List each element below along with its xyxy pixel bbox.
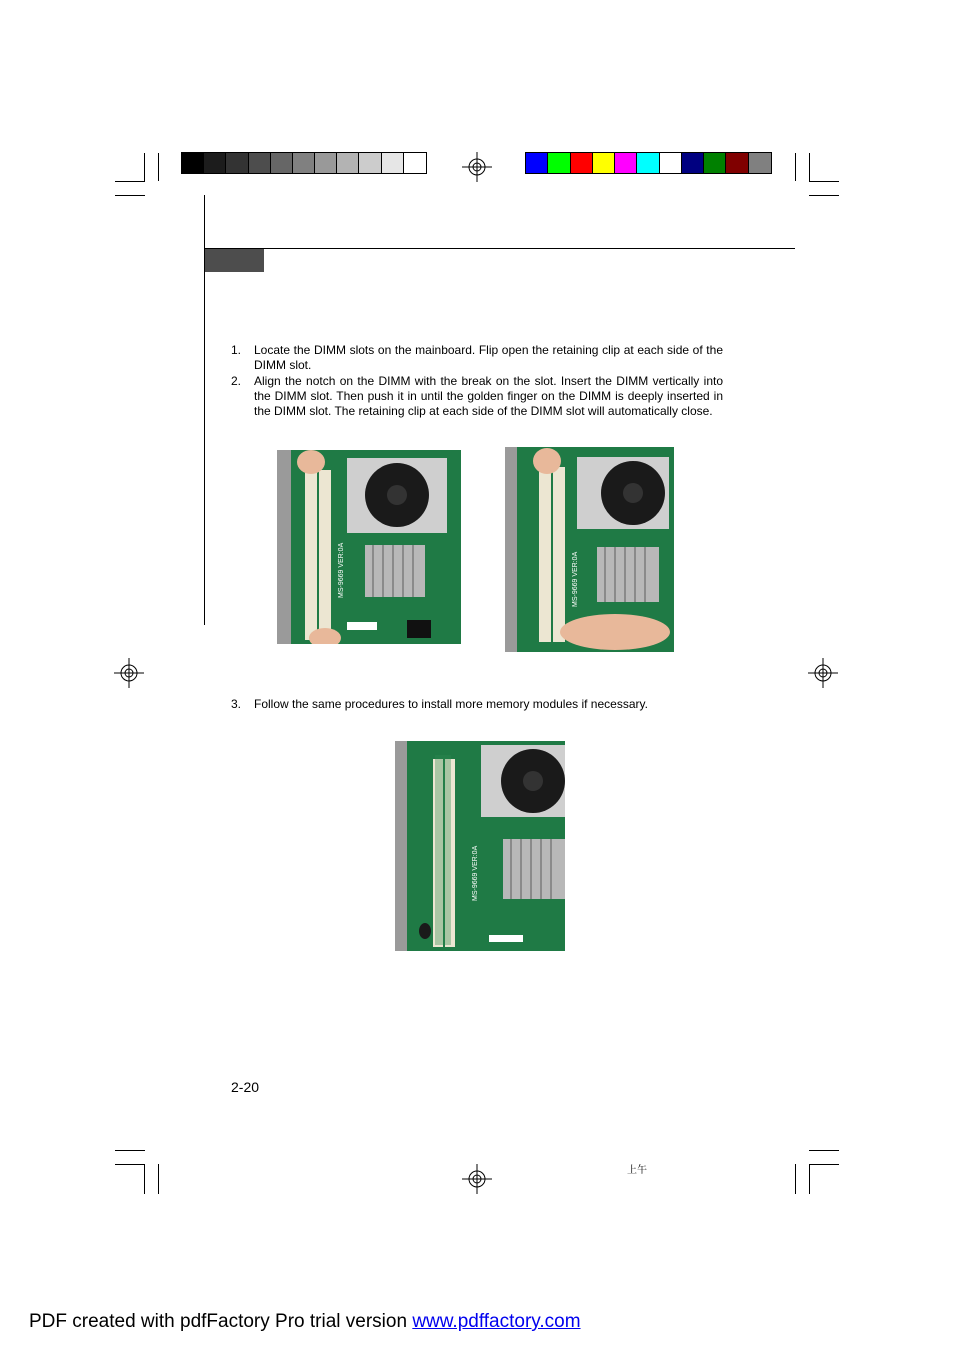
header-tab-block [205,249,264,272]
color-swatch [660,153,682,173]
color-swatch [548,153,570,173]
board-silkscreen-label: MS-9669 VER:0A [572,551,579,607]
color-calibration-bar [525,152,772,174]
step-number: 3. [231,697,242,711]
color-swatch [315,153,337,173]
instruction-list [231,343,723,419]
color-swatch [593,153,615,173]
photo-open-dimm-slot [277,450,461,644]
step-text: Locate the DIMM slots on the mainboard. Flip open the retaining clip at each side of the DIMM slot. [254,343,723,373]
color-swatch [726,153,748,173]
color-swatch [637,153,659,173]
step-number: 2. [231,373,242,388]
header-rule [204,248,795,249]
step-text: Align the notch on the DIMM with the break on the slot. Insert the DIMM vertically into the DIMM slot. Then push it in until the golden finger on the DIMM is deeply inserted in the DIMM slot. The retaining clip at each side of the DIMM slot will automatically close. [254,373,723,419]
registration-mark-icon [114,658,144,688]
footer-text: PDF created with pdfFactory Pro trial version [29,1311,413,1332]
step-number: 1. [231,343,242,357]
list-item [231,697,723,712]
color-swatch [249,153,271,173]
pdffactory-link[interactable]: www.pdffactory.com [412,1311,581,1332]
step-text: Follow the same procedures to install more memory modules if necessary. [254,697,648,711]
board-silkscreen-label: MS-9669 VER:0A [472,845,479,901]
color-swatch [615,153,637,173]
color-swatch [382,153,404,173]
page-number: 2-20 [231,1079,260,1095]
color-swatch [182,153,204,173]
color-swatch [359,153,381,173]
color-swatch [337,153,359,173]
color-swatch [204,153,226,173]
list-item [231,343,723,374]
registration-mark-icon [462,1164,492,1194]
color-swatch [749,153,771,173]
color-swatch [271,153,293,173]
registration-mark-icon [462,152,492,182]
registration-mark-icon [808,658,838,688]
grayscale-color-bar [181,152,427,174]
color-swatch [293,153,315,173]
color-swatch [704,153,726,173]
list-item [231,374,723,420]
photo-installed-modules [395,741,565,951]
color-swatch [226,153,248,173]
pdf-watermark-footer [29,1311,581,1333]
instruction-list [231,697,723,712]
color-swatch [526,153,548,173]
color-swatch [682,153,704,173]
print-mark-text: 上午 [627,1165,647,1176]
board-silkscreen-label: MS-9669 VER:0A [338,542,345,598]
color-swatch [571,153,593,173]
photo-insert-dimm [505,447,674,652]
color-swatch [404,153,426,173]
